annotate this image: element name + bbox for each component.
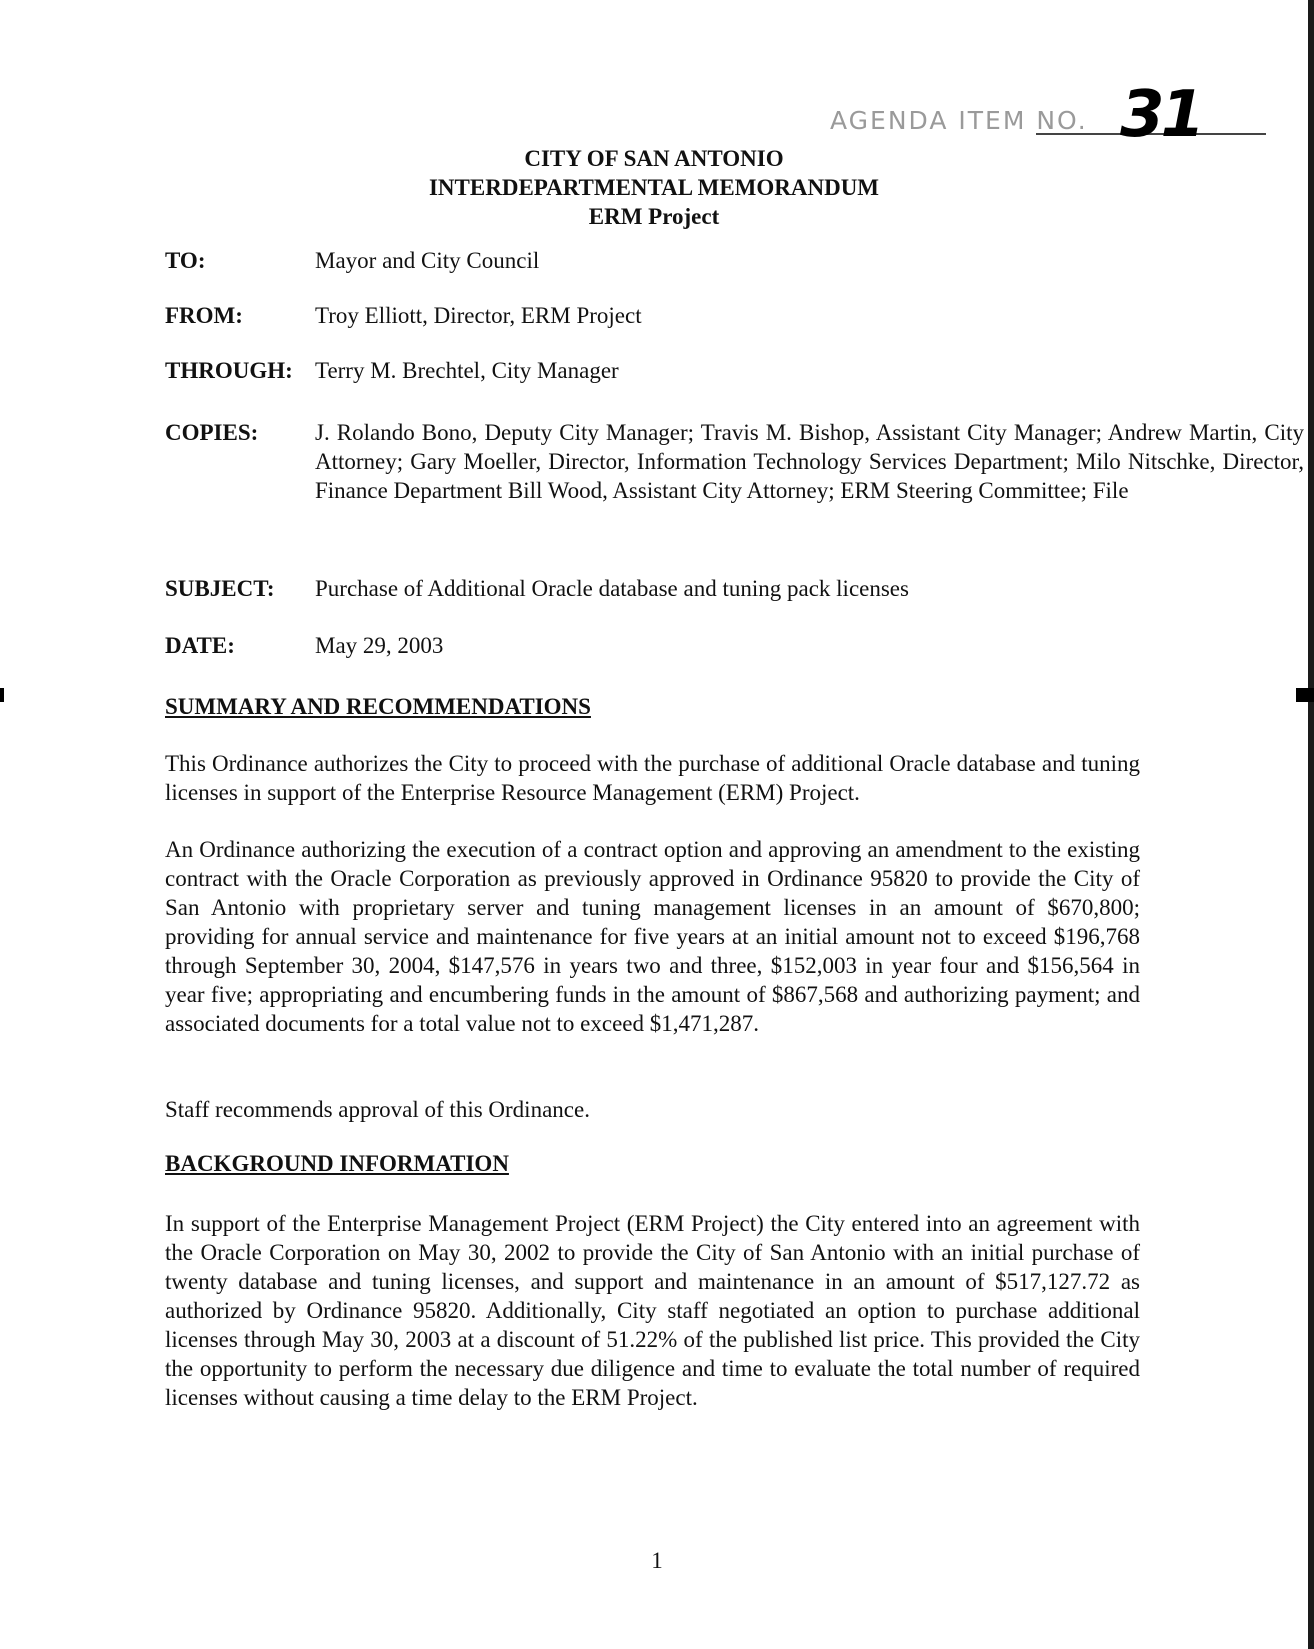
date-label: DATE:: [165, 633, 235, 658]
agenda-number: 31: [1120, 78, 1202, 152]
copies-label: COPIES:: [165, 420, 259, 445]
subject-value: Purchase of Additional Oracle database and tuning pack licenses: [315, 576, 909, 601]
background-heading: BACKGROUND INFORMATION: [165, 1151, 509, 1176]
through-label: THROUGH:: [165, 358, 293, 383]
subject-label: SUBJECT:: [165, 576, 275, 601]
summary-paragraph-2: An Ordinance authorizing the execution of a contract option and approving an amendment to the existing contract with the Oracle Corporation as previously approved in Ordinance 95820 to provide the City of San Antonio with proprietary server and tuning management licenses in an amount of $670,800; providing for annual service and maintenance for five years at an initial amount not to exceed $196,768 through September 30, 2004, $147,576 in years two and three, $152,003 in year four and $156,564 in year five; appropriating and encumbering funds in the amount of $867,568 and authorizing payment; and associated documents for a total value not to exceed $1,471,287.: [165, 837, 1140, 1036]
through-value: Terry M. Brechtel, City Manager: [315, 358, 619, 383]
scan-edge-right: [1308, 0, 1314, 1649]
agenda-label: AGENDA ITEM NO.: [830, 106, 1088, 135]
header-project: ERM Project: [588, 204, 720, 229]
background-paragraph-1: In support of the Enterprise Management Project (ERM Project) the City entered into an agreement with the Oracle Corporation on May 30, 2002 to provide the City of San Antonio with an initial purchase of twenty database and tuning licenses, and support and maintenance in an amount of $517,127.72 as authorized by Ordinance 95820. Additionally, City staff negotiated an option to purchase additional licenses through May 30, 2003 at a discount of 51.22% of the published list price. This provided the City the opportunity to perform the necessary due diligence and time to evaluate the total number of required licenses without causing a time delay to the ERM Project.: [165, 1211, 1140, 1410]
date-value: May 29, 2003: [315, 633, 444, 658]
header-memo-type: INTERDEPARTMENTAL MEMORANDUM: [428, 175, 880, 200]
page-number: 1: [651, 1548, 663, 1573]
agenda-stamp: [830, 78, 1270, 152]
to-label: TO:: [165, 248, 206, 273]
from-label: FROM:: [165, 303, 243, 328]
header-city: CITY OF SAN ANTONIO: [524, 146, 784, 171]
memo-header: [0, 144, 1314, 231]
from-value: Troy Elliott, Director, ERM Project: [315, 303, 642, 328]
scan-mark-right: [1296, 688, 1314, 702]
scan-mark-left: [0, 688, 4, 702]
summary-paragraph-3: Staff recommends approval of this Ordinance.: [165, 1097, 590, 1122]
to-value: Mayor and City Council: [315, 248, 540, 273]
summary-paragraph-1: This Ordinance authorizes the City to proceed with the purchase of additional Oracle database and tuning licenses in support of the Enterprise Resource Management (ERM) Project.: [165, 751, 1140, 805]
copies-value: J. Rolando Bono, Deputy City Manager; Travis M. Bishop, Assistant City Manager; Andrew Martin, City Attorney; Gary Moeller, Director, Information Technology Services Department; Milo Nitschke, Director, Finance Department Bill Wood, Assistant City Attorney; ERM Steering Committee; File: [315, 420, 1304, 503]
summary-heading: SUMMARY AND RECOMMENDATIONS: [165, 694, 591, 719]
